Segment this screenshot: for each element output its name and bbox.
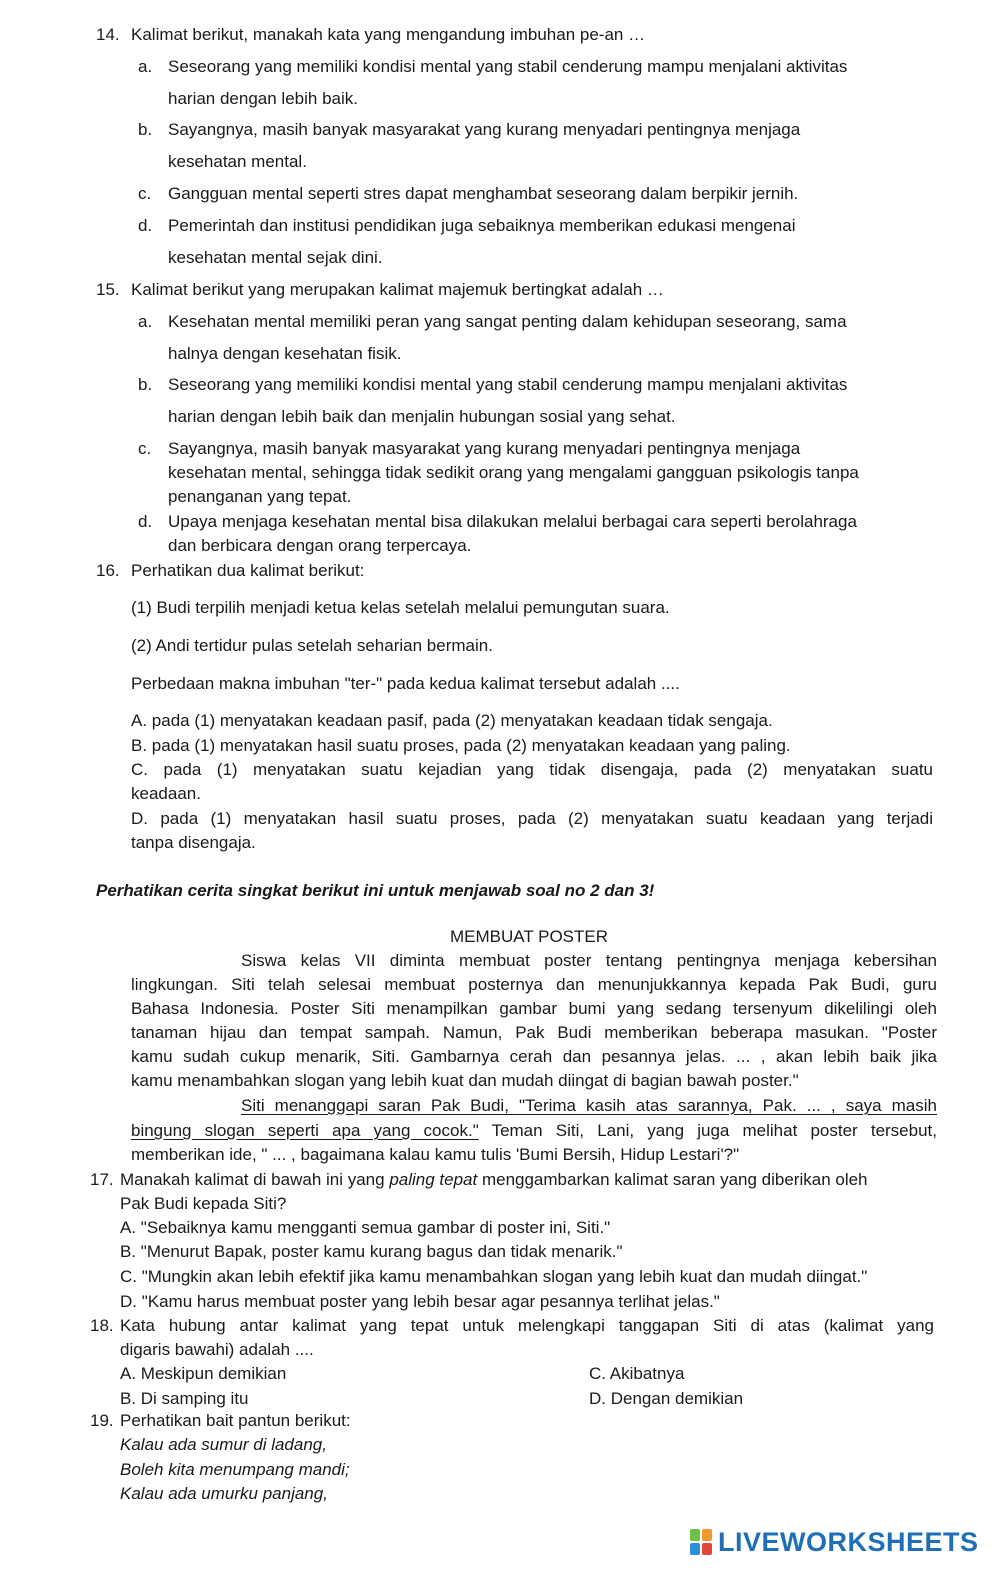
q15-option-b-line1: Seseorang yang memiliki kondisi mental yang stabil cenderung mampu menjalani aktivitas	[168, 375, 848, 394]
q14-option-b-letter: b.	[138, 120, 153, 139]
q17-option-d: D. "Kamu harus membuat poster yang lebih besar agar pesannya terlihat jelas."	[120, 1292, 720, 1311]
story-line-3: Bahasa Indonesia. Poster Siti menampilkan gambar bumi yang sedang tersenyum dikelilingi oleh	[131, 999, 937, 1018]
q15-option-d-letter: d.	[138, 512, 153, 531]
q14-option-d-line1: Pemerintah dan institusi pendidikan juga sebaiknya memberikan edukasi mengenai	[168, 216, 796, 235]
q17-option-a: A. "Sebaiknya kamu mengganti semua gambar di poster ini, Siti."	[120, 1218, 611, 1237]
q17-stem-pre: Manakah kalimat di bawah ini yang	[120, 1170, 390, 1189]
question-16-stem: Perhatikan dua kalimat berikut:	[131, 561, 365, 580]
liveworksheets-logo[interactable]	[690, 1524, 979, 1560]
story-underlined-line-1: Siti menanggapi saran Pak Budi, "Terima kasih atas sarannya, Pak. ... , saya masih	[241, 1096, 937, 1115]
q16-question: Perbedaan makna imbuhan "ter-" pada kedua kalimat tersebut adalah ....	[131, 674, 680, 693]
q15-option-c-line1: Sayangnya, masih banyak masyarakat yang kurang menyadari pentingnya menjaga	[168, 439, 801, 458]
q15-option-c-line2: kesehatan mental, sehingga tidak sedikit orang yang mengalami gangguan psikologis tanpa	[168, 463, 859, 482]
question-16-number: 16.	[96, 561, 120, 580]
q15-option-b-line2: harian dengan lebih baik dan menjalin hubungan sosial yang sehat.	[168, 407, 676, 426]
question-18-number: 18.	[90, 1316, 114, 1335]
story-line-6: kamu menambahkan slogan yang lebih kuat dan mudah diingat di bagian bawah poster."	[131, 1071, 799, 1090]
q17-stem-post: menggambarkan kalimat saran yang diberikan oleh	[477, 1170, 868, 1189]
question-15-stem: Kalimat berikut yang merupakan kalimat majemuk bertingkat adalah …	[131, 280, 664, 299]
q16-sentence-1: (1) Budi terpilih menjadi ketua kelas setelah melalui pemungutan suara.	[131, 598, 670, 617]
q14-option-d-line2: kesehatan mental sejak dini.	[168, 248, 383, 267]
liveworksheets-wordmark: LIVEWORKSHEETS	[718, 1526, 979, 1557]
q14-option-b-line1: Sayangnya, masih banyak masyarakat yang kurang menyadari pentingnya menjaga	[168, 120, 801, 139]
story-underlined-line-2: bingung slogan seperti apa yang cocok."	[131, 1121, 479, 1140]
q14-option-a-line2: harian dengan lebih baik.	[168, 89, 358, 108]
question-17-stem-line1	[120, 1169, 868, 1191]
q17-stem-italic: paling tepat	[389, 1170, 478, 1189]
q16-option-d-line2: tanpa disengaja.	[131, 833, 256, 852]
q15-option-d-line2: dan berbicara dengan orang terpercaya.	[168, 536, 472, 555]
q15-option-d-line1: Upaya menjaga kesehatan mental bisa dilakukan melalui berbagai cara seperti berolahraga	[168, 512, 857, 531]
q15-option-a-line2: halnya dengan kesehatan fisik.	[168, 344, 402, 363]
question-14-stem: Kalimat berikut, manakah kata yang mengandung imbuhan pe-an …	[131, 25, 646, 44]
question-17-stem-line2: Pak Budi kepada Siti?	[120, 1194, 287, 1213]
question-18-stem-line2: digaris bawahi) adalah ....	[120, 1340, 314, 1359]
q18-option-a: A. Meskipun demikian	[120, 1364, 287, 1383]
q14-option-c-line1: Gangguan mental seperti stres dapat menghambat seseorang dalam berpikir jernih.	[168, 184, 799, 203]
liveworksheets-icon	[690, 1529, 712, 1555]
question-19-stem: Perhatikan bait pantun berikut:	[120, 1411, 351, 1430]
q14-option-a-letter: a.	[138, 57, 153, 76]
pantun-line-3: Kalau ada umurku panjang,	[120, 1484, 328, 1503]
q17-option-b: B. "Menurut Bapak, poster kamu kurang bagus dan tidak menarik."	[120, 1242, 623, 1261]
q14-option-a-line1: Seseorang yang memiliki kondisi mental yang stabil cenderung mampu menjalani aktivitas	[168, 57, 848, 76]
q18-option-b: B. Di samping itu	[120, 1389, 249, 1408]
q16-sentence-2: (2) Andi tertidur pulas setelah seharian bermain.	[131, 636, 493, 655]
q18-option-c: C. Akibatnya	[589, 1364, 685, 1383]
story-line-1: Siswa kelas VII diminta membuat poster tentang pentingnya menjaga kebersihan	[241, 951, 937, 970]
q16-option-c-line1: C. pada (1) menyatakan suatu kejadian yang tidak disengaja, pada (2) menyatakan suatu	[131, 760, 933, 779]
pantun-line-1: Kalau ada sumur di ladang,	[120, 1435, 327, 1454]
q15-option-a-line1: Kesehatan mental memiliki peran yang sangat penting dalam kehidupan seseorang, sama	[168, 312, 847, 331]
q15-option-b-letter: b.	[138, 375, 153, 394]
question-14-number: 14.	[96, 25, 120, 44]
story-line-2: lingkungan. Siti telah selesai membuat posternya dan menunjukkannya kepada Pak Budi, guru	[131, 975, 937, 994]
question-18-stem-line1: Kata hubung antar kalimat yang tepat untuk melengkapi tanggapan Siti di atas (kalimat yang	[120, 1316, 934, 1335]
question-15-number: 15.	[96, 280, 120, 299]
q14-option-b-line2: kesehatan mental.	[168, 152, 307, 171]
q16-option-c-line2: keadaan.	[131, 784, 201, 803]
q15-option-c-line3: penanganan yang tepat.	[168, 487, 352, 506]
story-line-8	[131, 1120, 937, 1142]
q18-option-d: D. Dengan demikian	[589, 1389, 744, 1408]
pantun-line-2: Boleh kita menumpang mandi;	[120, 1460, 350, 1479]
story-line-5: kamu sudah cukup menarik, Siti. Gambarnya cerah dan pesannya jelas. ... , akan lebih baik jika	[131, 1047, 937, 1066]
question-19-number: 19.	[90, 1411, 114, 1430]
q16-option-a: A. pada (1) menyatakan keadaan pasif, pada (2) menyatakan keadaan tidak sengaja.	[131, 711, 773, 730]
q14-option-d-letter: d.	[138, 216, 153, 235]
q16-option-d-line1: D. pada (1) menyatakan hasil suatu proses, pada (2) menyatakan suatu keadaan yang terjadi	[131, 809, 933, 828]
question-17-number: 17.	[90, 1170, 114, 1189]
story-title: MEMBUAT POSTER	[449, 927, 609, 946]
q14-option-c-letter: c.	[138, 184, 152, 203]
story-instruction: Perhatikan cerita singkat berikut ini untuk menjawab soal no 2 dan 3!	[96, 881, 655, 900]
story-line-9: memberikan ide, " ... , bagaimana kalau kamu tulis 'Bumi Bersih, Hidup Lestari'?"	[131, 1145, 740, 1164]
q17-option-c: C. "Mungkin akan lebih efektif jika kamu menambahkan slogan yang lebih kuat dan mudah diingat."	[120, 1267, 868, 1286]
q15-option-a-letter: a.	[138, 312, 153, 331]
story-line-8-rest: Teman Siti, Lani, yang juga melihat poster tersebut,	[478, 1121, 937, 1140]
story-line-4: tanaman hijau dan tempat sampah. Namun, Pak Budi memberikan beberapa masukan. "Poster	[131, 1023, 937, 1042]
q15-option-c-letter: c.	[138, 439, 152, 458]
q16-option-b: B. pada (1) menyatakan hasil suatu proses, pada (2) menyatakan keadaan yang paling.	[131, 736, 791, 755]
